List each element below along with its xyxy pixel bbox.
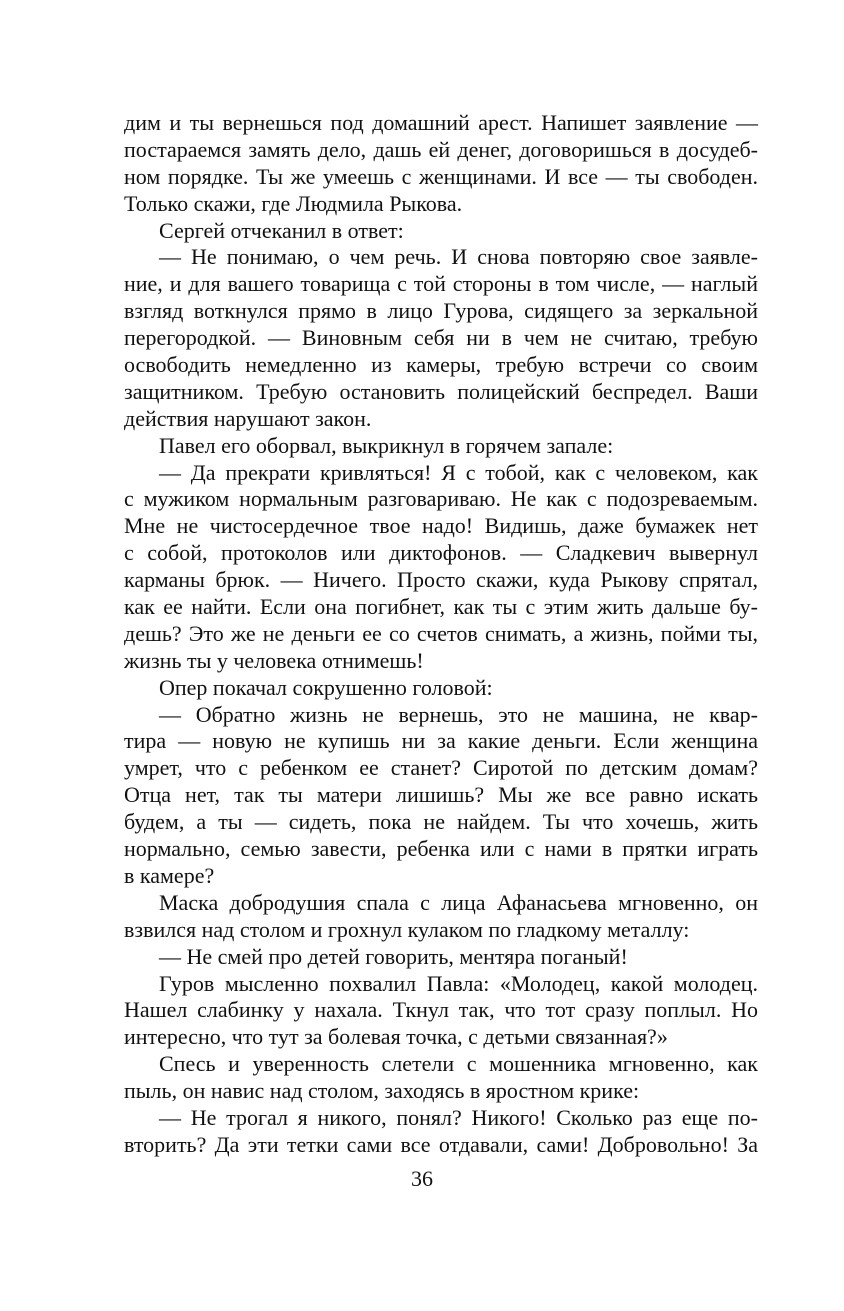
text-line: Сергей отчеканил в ответ: xyxy=(159,217,404,243)
text-line: интересно, что тут за болевая точка, с детьми связанная?» xyxy=(124,1024,668,1050)
text-line: Нашел слабинку у нахала. Ткнул так, что тот сразу поплыл. Но xyxy=(124,997,758,1023)
text-line: Только скажи, где Людмила Рыкова. xyxy=(124,190,463,216)
text-line: тира — новую не купишь ни за какие деньги. Если женщина xyxy=(124,728,758,754)
body-text xyxy=(124,110,758,1159)
text-line: взгляд воткнулся прямо в лицо Гурова, сидящего за зеркальной xyxy=(124,298,758,324)
text-line: освободить немедленно из камеры, требую встречи со своим xyxy=(124,352,758,378)
text-line: взвился над столом и грохнул кулаком по гладкому металлу: xyxy=(124,916,690,942)
text-line: в камере? xyxy=(124,862,215,888)
text-line: нормально, семью завести, ребенка или с нами в прятки играть xyxy=(124,836,758,862)
text-line: пыль, он навис над столом, заходясь в яростном крике: xyxy=(124,1078,640,1104)
text-line: как ее найти. Если она погибнет, как ты с этим жить дальше бу- xyxy=(124,594,758,620)
text-line: Мне не чистосердечное твое надо! Видишь, даже бумажек нет xyxy=(124,513,758,539)
text-line: — Не трогал я никого, понял? Никого! Сколько раз еще по- xyxy=(159,1104,758,1130)
text-line: вторить? Да эти тетки сами все отдавали, сами! Добровольно! За xyxy=(124,1131,758,1157)
page-number: 36 xyxy=(411,1166,433,1191)
text-line: ние, и для вашего товарища с той стороны в том числе, — наглый xyxy=(124,271,758,297)
text-line: постараемся замять дело, дашь ей денег, договоришься в досудеб- xyxy=(124,136,758,162)
text-line: умрет, что с ребенком ее станет? Сиротой по детским домам? xyxy=(124,755,758,781)
text-line: с мужиком нормальным разговариваю. Не как с подозреваемым. xyxy=(124,486,758,512)
text-line: дешь? Это же не деньги ее со счетов снимать, а жизнь, пойми ты, xyxy=(124,620,758,646)
text-line: Маска добродушия спала с лица Афанасьева мгновенно, он xyxy=(159,889,758,915)
text-line: Опер покачал сокрушенно головой: xyxy=(159,674,493,700)
text-line: Отца нет, так ты матери лишишь? Мы же все равно искать xyxy=(124,782,758,808)
text-line: карманы брюк. — Ничего. Просто скажи, куда Рыкову спрятал, xyxy=(124,567,758,593)
text-line: Павел его оборвал, выкрикнул в горячем запале: xyxy=(159,432,614,458)
text-line: Гуров мысленно похвалил Павла: «Молодец, какой молодец. xyxy=(159,970,758,996)
text-line: — Да прекрати кривляться! Я с тобой, как с человеком, как xyxy=(159,459,758,485)
text-line: дим и ты вернешься под домашний арест. Напишет заявление — xyxy=(124,110,758,135)
text-line: будем, а ты — сидеть, пока не найдем. Ты что хочешь, жить xyxy=(124,809,758,835)
text-line: — Обратно жизнь не вернешь, это не машина, не квар- xyxy=(159,701,758,727)
text-line: ном порядке. Ты же умеешь с женщинами. И все — ты свободен. xyxy=(124,163,758,189)
text-line: с собой, протоколов или диктофонов. — Сладкевич вывернул xyxy=(124,540,758,566)
text-line: перегородкой. — Виновным себя ни в чем не считаю, требую xyxy=(124,325,758,351)
text-line: защитником. Требую остановить полицейский беспредел. Ваши xyxy=(124,378,758,404)
text-line: действия нарушают закон. xyxy=(124,405,372,431)
text-line: — Не смей про детей говорить, ментяра поганый! xyxy=(159,943,628,969)
text-line: — Не понимаю, о чем речь. И снова повторяю свое заявле- xyxy=(159,244,758,270)
text-line: Спесь и уверенность слетели с мошенника мгновенно, как xyxy=(159,1051,758,1077)
text-line: жизнь ты у человека отнимешь! xyxy=(124,647,424,673)
